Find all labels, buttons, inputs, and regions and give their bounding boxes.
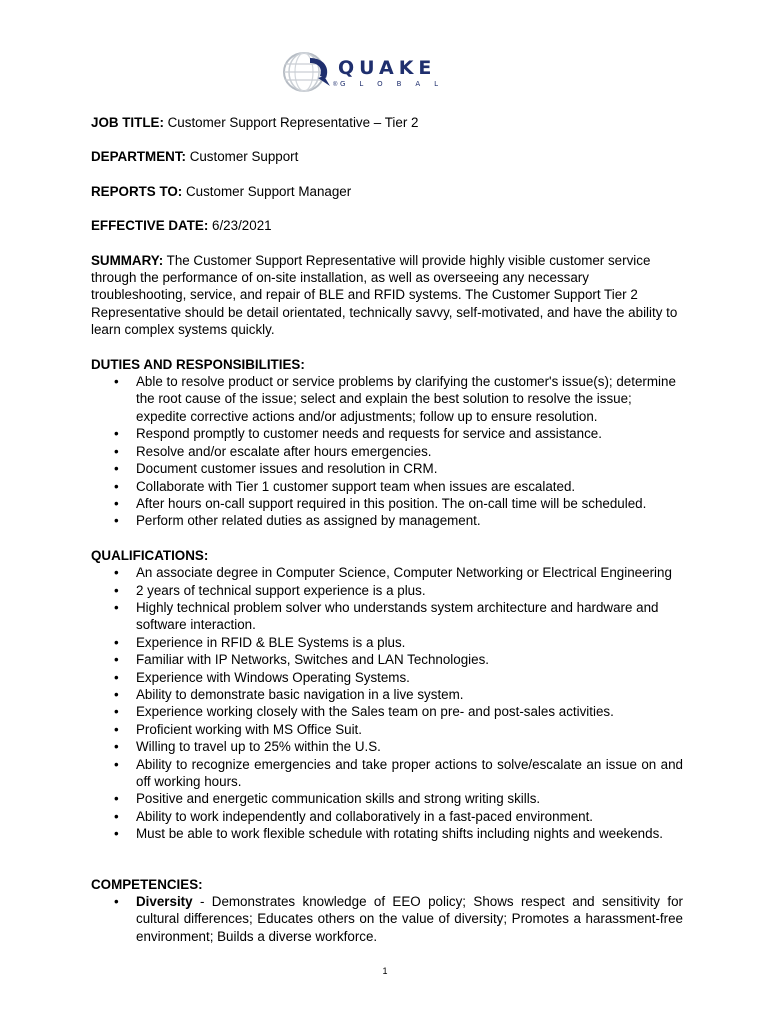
duty-text: Perform other related duties as assigned by management. [136,513,481,529]
list-item [91,893,683,945]
bullet-icon: • [114,478,119,494]
duty-text: Resolve and/or escalate after hours emergencies. [136,443,432,459]
qualification-text: Ability to recognize emergencies and take proper actions to solve/escalate an issue on and off working hours. [136,756,683,789]
reports-to-label: REPORTS TO: [91,183,183,199]
competency-term: Diversity [136,894,193,910]
duty-text: Respond promptly to customer needs and requests for service and assistance. [136,426,602,442]
list-item [91,443,683,460]
list-item [91,790,683,807]
list-item [91,651,683,668]
bullet-icon: • [114,443,119,459]
company-logo [280,52,480,94]
summary-label: SUMMARY: [91,252,164,268]
bullet-icon: • [114,894,119,910]
qualification-text: An associate degree in Computer Science, Computer Networking or Electrical Engineering [136,565,672,581]
duties-section [91,356,683,530]
qualification-text: Proficient working with MS Office Suit. [136,721,362,737]
bullet-icon: • [114,426,119,442]
summary-paragraph [91,252,683,339]
qualification-text: Ability to work independently and collaboratively in a fast-paced environment. [136,808,594,824]
qualification-text: Highly technical problem solver who understands system architecture and hardware and software interaction. [136,599,659,633]
list-item [91,460,683,477]
list-item [91,425,683,442]
bullet-icon: • [114,582,119,598]
reports-to-value: Customer Support Manager [182,183,352,199]
bullet-icon: • [114,513,119,529]
bullet-icon: • [114,756,119,772]
duty-text: Able to resolve product or service problems by clarifying the customer's issue(s); determine the root cause of the issue; select and explain the best solution to resolve the issue; expedite corrective actions and/or adjustments; follow up to ensure resolution. [136,374,676,424]
job-title-field [91,114,683,131]
bullet-icon: • [114,686,119,702]
duty-text: After hours on-call support required in this position. The on-call time will be scheduled. [136,495,647,511]
list-item [91,512,683,529]
qualification-text: Experience in RFID & BLE Systems is a plus. [136,634,406,650]
list-item [91,634,683,651]
qualification-text: Experience working closely with the Sales team on pre- and post-sales activities. [136,704,614,720]
effective-date-label: EFFECTIVE DATE: [91,218,209,234]
reports-to-field [91,183,683,200]
globe-logo-icon [280,52,336,94]
summary-text: The Customer Support Representative will provide highly visible customer service through the performance of on-site installation, as well as overseeing any necessary troubleshooting, service, and repair of BLE and RFID systems. The Customer Support Tier 2 Representative should be detail orientated, technically savvy, self-motivated, and have the ability to learn complex systems quickly. [91,252,678,338]
bullet-icon: • [114,374,119,390]
bullet-icon: • [114,652,119,668]
duties-list [91,373,683,530]
bullet-icon: • [114,669,119,685]
competency-text: - Demonstrates knowledge of EEO policy; Shows respect and sensitivity for cultural differences; Educates others on the value of diversity; Promotes a harassment-free environment; Builds a diverse workforce. [136,894,683,944]
effective-date-field [91,217,683,234]
list-item [91,808,683,825]
bullet-icon: • [114,791,119,807]
list-item [91,669,683,686]
bullet-icon: • [114,599,119,615]
competencies-list [91,893,683,945]
qualification-text: Familiar with IP Networks, Switches and LAN Technologies. [136,652,490,668]
qualifications-section [91,547,683,843]
list-item [91,478,683,495]
job-description-content [91,114,683,945]
list-item [91,599,683,634]
qualification-text: 2 years of technical support experience is a plus. [136,582,426,598]
qualifications-list [91,564,683,843]
qualification-text: Experience with Windows Operating Systems. [136,669,410,685]
qualification-text: Must be able to work flexible schedule with rotating shifts including nights and weekends. [136,826,663,842]
logo-brand-text: QUAKE [338,57,437,79]
bullet-icon: • [114,826,119,842]
job-title-value: Customer Support Representative – Tier 2 [163,115,419,130]
bullet-icon: • [114,721,119,737]
qualifications-title: QUALIFICATIONS: [91,547,209,563]
list-item [91,756,683,791]
bullet-icon: • [114,808,119,824]
list-item [91,825,683,842]
bullet-icon: • [114,634,119,650]
list-item [91,564,683,581]
qualification-text: Ability to demonstrate basic navigation in a live system. [136,686,464,702]
competencies-title: COMPETENCIES: [91,876,203,892]
page-number: 1 [382,966,388,976]
job-title-label: JOB TITLE: [91,115,164,130]
department-value: Customer Support [185,149,299,165]
qualification-text: Positive and energetic communication skills and strong writing skills. [136,791,541,807]
list-item [91,495,683,512]
competencies-section [91,876,683,946]
effective-date-value: 6/23/2021 [208,218,272,234]
duty-text: Document customer issues and resolution in CRM. [136,461,438,477]
bullet-icon: • [114,461,119,477]
bullet-icon: • [114,739,119,755]
bullet-icon: • [114,704,119,720]
registered-mark: ® [333,82,338,88]
bullet-icon: • [114,495,119,511]
duty-text: Collaborate with Tier 1 customer support team when issues are escalated. [136,478,576,494]
list-item [91,721,683,738]
list-item [91,738,683,755]
list-item [91,373,683,425]
duties-title: DUTIES AND RESPONSIBILITIES: [91,356,305,372]
list-item [91,703,683,720]
qualification-text: Willing to travel up to 25% within the U.S. [136,739,381,755]
department-label: DEPARTMENT: [91,149,186,165]
department-field [91,148,683,165]
logo-subtitle-text: GLOBAL [340,80,453,88]
bullet-icon: • [114,565,119,581]
list-item [91,686,683,703]
list-item [91,582,683,599]
